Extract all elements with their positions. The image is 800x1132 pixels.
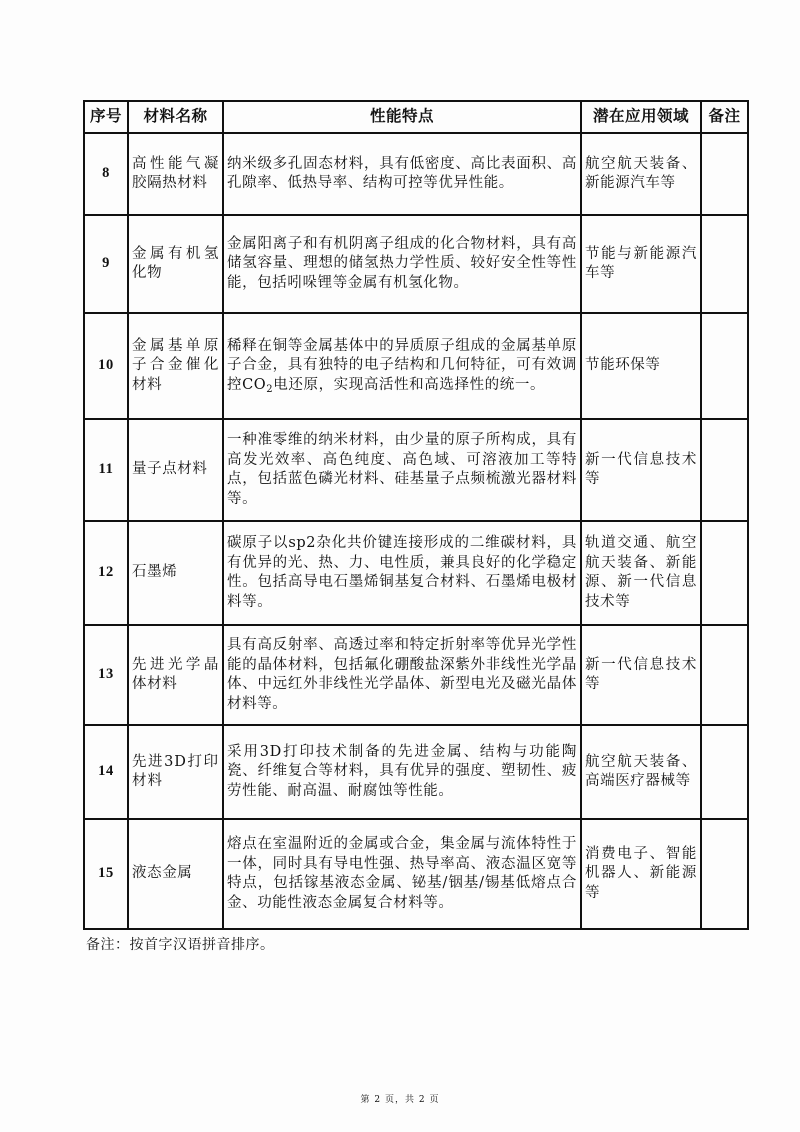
table-header-row <box>84 101 748 133</box>
table-row <box>84 133 748 215</box>
material-remark <box>701 313 748 419</box>
material-name: 液态金属 <box>128 819 223 929</box>
table-row <box>84 725 748 819</box>
row-number: 14 <box>84 725 128 819</box>
material-remark <box>701 133 748 215</box>
material-name: 先进光学晶体材料 <box>128 625 223 725</box>
page-number: 第 2 页，共 2 页 <box>360 1095 440 1105</box>
material-applications: 航空航天装备、新能源汽车等 <box>581 133 701 215</box>
material-remark <box>701 725 748 819</box>
material-applications: 消费电子、智能机器人、新能源等 <box>581 819 701 929</box>
table-row <box>84 521 748 625</box>
material-features: 金属阳离子和有机阴离子组成的化合物材料，具有高储氢容量、理想的储氢热力学性质、较好安全性等性能，包括吲哚锂等金属有机氢化物。 <box>223 215 581 313</box>
row-number: 10 <box>84 313 128 419</box>
features-text-part2: 电还原，实现高活性和高选择性的统一。 <box>273 376 546 393</box>
row-number: 12 <box>84 521 128 625</box>
material-features: 具有高反射率、高透过率和特定折射率等优异光学性能的晶体材料，包括氟化硼酸盐深紫外非线性光学晶体、中远红外非线性光学晶体、新型电光及磁光晶体材料等。 <box>223 625 581 725</box>
material-features: 采用3D打印技术制备的先进金属、结构与功能陶瓷、纤维复合等材料，具有优异的强度、塑韧性、疲劳性能、耐高温、耐腐蚀等性能。 <box>223 725 581 819</box>
row-number: 11 <box>84 419 128 521</box>
material-name: 高性能气凝胶隔热材料 <box>128 133 223 215</box>
material-remark <box>701 419 748 521</box>
material-features: 熔点在室温附近的金属或合金，集金属与流体特性于一体，同时具有导电性强、热导率高、液态温区宽等特点，包括镓基液态金属、铋基/铟基/锡基低熔点合金、功能性液态金属复合材料等。 <box>223 819 581 929</box>
row-number: 13 <box>84 625 128 725</box>
material-applications: 新一代信息技术等 <box>581 625 701 725</box>
material-name: 量子点材料 <box>128 419 223 521</box>
material-remark <box>701 625 748 725</box>
material-applications: 新一代信息技术等 <box>581 419 701 521</box>
material-features: 碳原子以sp2杂化共价键连接形成的二维碳材料，具有优异的光、热、力、电性质，兼具良好的化学稳定性。包括高导电石墨烯铜基复合材料、石墨烯电极材料等。 <box>223 521 581 625</box>
material-name: 石墨烯 <box>128 521 223 625</box>
header-no: 序号 <box>84 101 128 133</box>
material-applications: 节能环保等 <box>581 313 701 419</box>
material-features: 纳米级多孔固态材料，具有低密度、高比表面积、高孔隙率、低热导率、结构可控等优异性能。 <box>223 133 581 215</box>
footnote: 备注：按首字汉语拼音排序。 <box>86 937 275 953</box>
material-remark <box>701 521 748 625</box>
header-material-name: 材料名称 <box>128 101 223 133</box>
table-row <box>84 819 748 929</box>
table-row <box>84 625 748 725</box>
table-row <box>84 419 748 521</box>
header-applications: 潜在应用领域 <box>581 101 701 133</box>
row-number: 8 <box>84 133 128 215</box>
material-features <box>223 313 581 419</box>
table-row <box>84 215 748 313</box>
material-name: 金属基单原子合金催化材料 <box>128 313 223 419</box>
header-remark: 备注 <box>701 101 748 133</box>
row-number: 15 <box>84 819 128 929</box>
material-name: 先进3D打印材料 <box>128 725 223 819</box>
material-remark <box>701 819 748 929</box>
features-text-part1: 稀释在铜等金属基体中的异质原子组成的金属基单原子合金，具有独特的电子结构和几何特征，可有效调控CO <box>227 337 577 393</box>
material-applications: 轨道交通、航空航天装备、新能源、新一代信息技术等 <box>581 521 701 625</box>
row-number: 9 <box>84 215 128 313</box>
subscript-2: 2 <box>266 383 274 395</box>
header-features: 性能特点 <box>223 101 581 133</box>
material-features: 一种准零维的纳米材料，由少量的原子所构成，具有高发光效率、高色纯度、高色域、可溶液加工等特点，包括蓝色磷光材料、硅基量子点频梳激光器材料等。 <box>223 419 581 521</box>
materials-table <box>83 100 749 930</box>
material-remark <box>701 215 748 313</box>
table-row <box>84 313 748 419</box>
material-applications: 节能与新能源汽车等 <box>581 215 701 313</box>
material-applications: 航空航天装备、高端医疗器械等 <box>581 725 701 819</box>
material-name: 金属有机氢化物 <box>128 215 223 313</box>
